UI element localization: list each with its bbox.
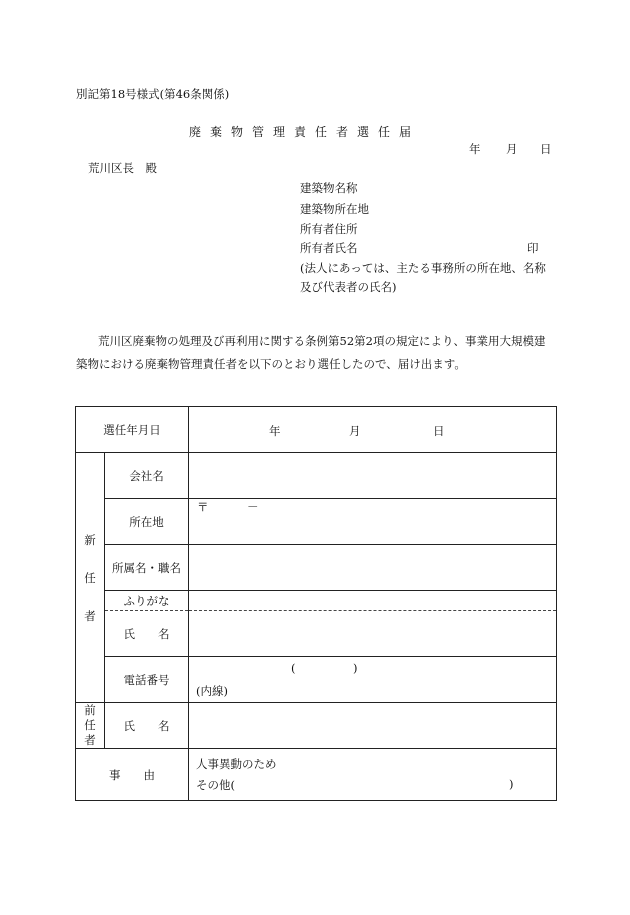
corporate-note-line1: (法人にあっては、主たる事務所の所在地、名称: [300, 261, 546, 275]
appointment-day-label: 日: [433, 424, 445, 438]
declaration-text: 荒川区廃棄物の処理及び再利用に関する条例第52第2項の規定により、事業用大規模建築物における廃棄物管理責任者を以下のとおり選任したので、届け出ます。: [76, 334, 546, 371]
appointment-month-label: 月: [349, 424, 361, 438]
owner-address-label: 所有者住所: [300, 222, 358, 236]
reason-label: 事 由: [76, 749, 189, 801]
new-char-2: 任: [84, 570, 96, 585]
phone-row: [76, 657, 557, 703]
location-row: [76, 499, 557, 545]
phone-paren-close: ): [353, 661, 358, 675]
document-title: 廃棄物管理責任者選任届: [189, 125, 421, 139]
company-row: [76, 453, 557, 499]
name-label: 氏 名: [105, 611, 189, 657]
company-name-field[interactable]: [189, 453, 557, 499]
appointment-year-label: 年: [269, 424, 281, 438]
company-name-label: 会社名: [105, 453, 189, 499]
new-char-1: 新: [84, 532, 96, 547]
form-number: 別記第18号様式(第46条関係): [76, 87, 230, 101]
new-char-3: 者: [84, 608, 96, 623]
reason-option-personnel-change[interactable]: 人事異動のため: [196, 757, 277, 771]
reason-field[interactable]: [189, 749, 557, 801]
prev-char-1: 前: [84, 703, 96, 717]
dept-title-row: [76, 545, 557, 591]
prev-char-3: 者: [84, 733, 96, 747]
reason-row: [76, 749, 557, 801]
furigana-row: [76, 591, 557, 611]
postal-mark: 〒: [197, 500, 209, 514]
prev-char-2: 任: [84, 718, 96, 732]
seal-mark: 印: [527, 241, 539, 255]
phone-paren-open: (: [291, 661, 296, 675]
owner-name-label: 所有者氏名: [300, 241, 358, 255]
previous-appointee-header: [76, 703, 105, 749]
corporate-note-line2: 及び代表者の氏名): [300, 280, 397, 294]
appointment-date-label: 選任年月日: [76, 407, 189, 453]
appointment-date-field[interactable]: [189, 407, 557, 453]
name-field[interactable]: [189, 611, 557, 657]
building-address-label: 建築物所在地: [300, 202, 369, 216]
phone-extension-label: (内線): [196, 684, 228, 698]
phone-field[interactable]: [189, 657, 557, 703]
postal-dash: －: [247, 500, 259, 514]
reason-other-paren-close: ): [509, 777, 514, 791]
date-day-label: 日: [540, 142, 552, 156]
appointment-form-table: [75, 406, 557, 801]
name-row: [76, 611, 557, 657]
addressee: 荒川区長 殿: [88, 161, 157, 175]
phone-label: 電話番号: [105, 657, 189, 703]
appointment-date-row: [76, 407, 557, 453]
date-month-label: 月: [506, 142, 518, 156]
dept-title-label: 所属名・職名: [105, 545, 189, 591]
furigana-field[interactable]: [189, 591, 557, 611]
reason-option-other[interactable]: その他(: [196, 778, 235, 792]
furigana-label: ふりがな: [105, 591, 189, 611]
dept-title-field[interactable]: [189, 545, 557, 591]
previous-appointee-row: [76, 703, 557, 749]
date-year-label: 年: [469, 142, 481, 156]
building-name-label: 建築物名称: [300, 181, 358, 195]
previous-name-label: 氏 名: [105, 703, 189, 749]
previous-name-field[interactable]: [189, 703, 557, 749]
location-label: 所在地: [105, 499, 189, 545]
new-appointee-header: [76, 453, 105, 703]
location-field[interactable]: [189, 499, 557, 545]
